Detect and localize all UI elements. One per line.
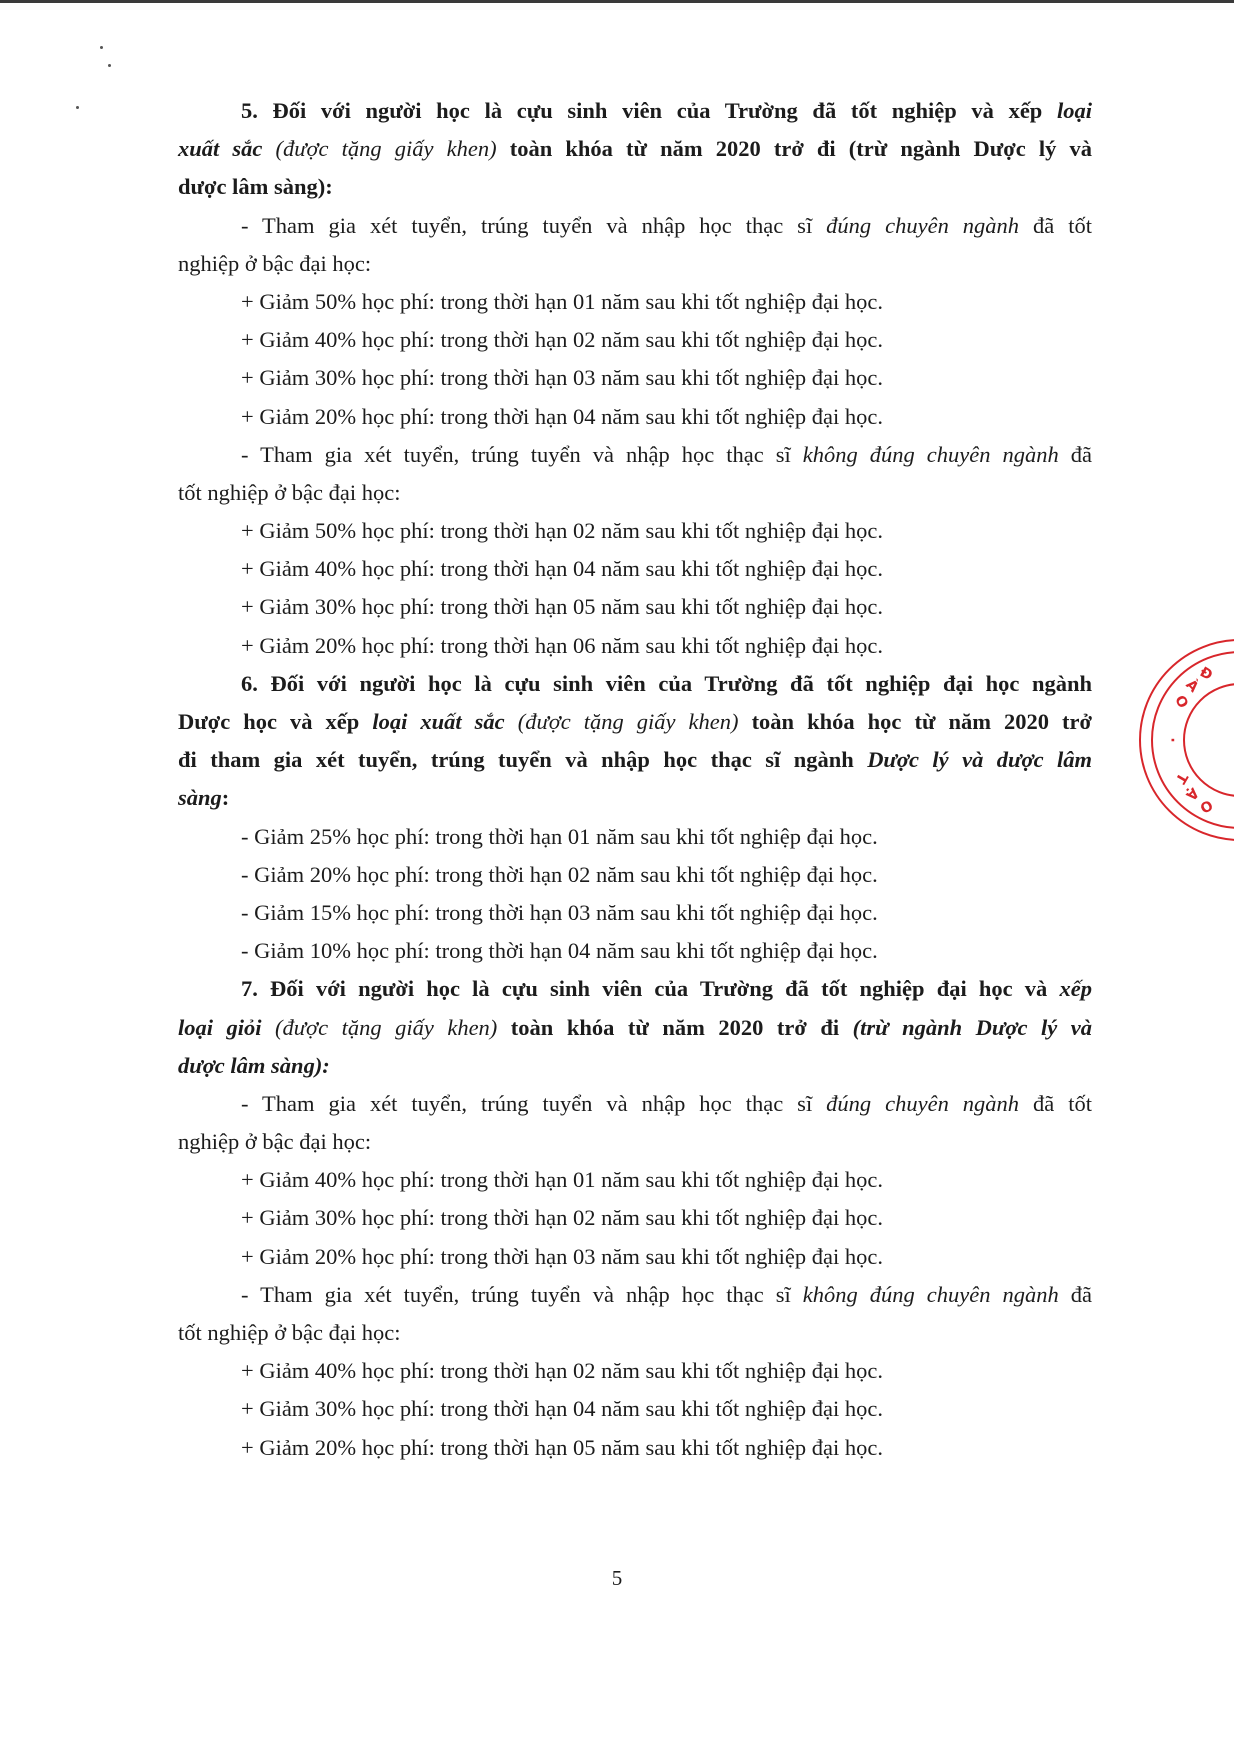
text-line bbox=[178, 1047, 1092, 1085]
text-segment: - Giảm 15% học phí: trong thời hạn 03 năm sau khi tốt nghiệp đại học. bbox=[241, 899, 878, 925]
text-segment: : bbox=[221, 785, 230, 811]
text-line bbox=[178, 1085, 1092, 1123]
text-segment: - Giảm 20% học phí: trong thời hạn 02 năm sau khi tốt nghiệp đại học. bbox=[241, 861, 878, 887]
text-line bbox=[178, 741, 1092, 779]
text-segment: + Giảm 40% học phí: trong thời hạn 02 năm sau khi tốt nghiệp đại học. bbox=[241, 327, 883, 353]
text-segment: loại giỏi bbox=[178, 1014, 262, 1040]
text-segment: xếp bbox=[1059, 976, 1092, 1002]
text-segment: toàn khóa từ năm 2020 trở đi bbox=[497, 1014, 853, 1040]
text-line bbox=[178, 130, 1092, 168]
text-segment: nghiệp ở bậc đại học: bbox=[178, 250, 372, 276]
text-segment: nghiệp ở bậc đại học: bbox=[178, 1129, 372, 1155]
text-line bbox=[178, 550, 1092, 588]
text-segment: tốt nghiệp ở bậc đại học: bbox=[178, 1320, 401, 1345]
red-seal-stamp bbox=[1120, 630, 1234, 850]
text-segment: + Giảm 20% học phí: trong thời hạn 05 năm sau khi tốt nghiệp đại học. bbox=[241, 1434, 883, 1460]
text-line bbox=[178, 856, 1092, 894]
text-line bbox=[178, 512, 1092, 550]
text-line bbox=[178, 398, 1092, 436]
text-segment: + Giảm 30% học phí: trong thời hạn 03 năm sau khi tốt nghiệp đại học. bbox=[241, 365, 883, 391]
text-segment: đi tham gia xét tuyển, trúng tuyển và nhập học thạc sĩ ngành bbox=[178, 747, 868, 773]
text-segment: + Giảm 30% học phí: trong thời hạn 02 năm sau khi tốt nghiệp đại học. bbox=[241, 1205, 883, 1231]
text-segment: + Giảm 20% học phí: trong thời hạn 03 năm sau khi tốt nghiệp đại học. bbox=[241, 1243, 883, 1269]
text-line bbox=[178, 1314, 1092, 1352]
text-segment: - Giảm 25% học phí: trong thời hạn 01 năm sau khi tốt nghiệp đại học. bbox=[241, 823, 878, 849]
text-segment: dược lâm sàng): bbox=[178, 1052, 330, 1078]
text-line bbox=[178, 588, 1092, 626]
text-segment: loại xuất sắc bbox=[372, 709, 505, 734]
text-line bbox=[178, 1199, 1092, 1237]
text-line bbox=[178, 436, 1092, 474]
text-segment: đúng chuyên ngành bbox=[826, 1090, 1020, 1116]
stamp-letter: O bbox=[1196, 795, 1216, 816]
text-segment: (được tặng giấy khen) bbox=[261, 1014, 498, 1040]
text-segment: (được tặng giấy khen) bbox=[262, 136, 497, 162]
text-segment: + Giảm 40% học phí: trong thời hạn 01 năm sau khi tốt nghiệp đại học. bbox=[241, 1167, 883, 1193]
text-segment: (trừ ngành Dược lý và bbox=[852, 1014, 1092, 1040]
text-segment: sàng bbox=[178, 785, 222, 811]
text-segment: + Giảm 50% học phí: trong thời hạn 02 năm sau khi tốt nghiệp đại học. bbox=[241, 518, 883, 544]
text-segment: đã tốt bbox=[1019, 1090, 1092, 1116]
text-segment: (được tặng giấy khen) bbox=[504, 709, 739, 734]
text-segment: + Giảm 20% học phí: trong thời hạn 04 năm sau khi tốt nghiệp đại học. bbox=[241, 403, 883, 429]
text-line bbox=[178, 283, 1092, 321]
text-line bbox=[178, 359, 1092, 397]
text-line bbox=[178, 1161, 1092, 1199]
text-line bbox=[178, 207, 1092, 245]
stamp-letter: Ạ bbox=[1182, 784, 1202, 804]
scan-speck bbox=[108, 64, 111, 67]
text-segment: đã bbox=[1058, 441, 1092, 467]
text-segment: - Giảm 10% học phí: trong thời hạn 04 năm sau khi tốt nghiệp đại học. bbox=[241, 938, 878, 964]
text-line bbox=[178, 665, 1092, 703]
text-line bbox=[178, 932, 1092, 970]
text-segment: - Tham gia xét tuyển, trúng tuyển và nhập học thạc sĩ bbox=[241, 1090, 827, 1116]
stamp-letter: O bbox=[1171, 692, 1191, 712]
text-line bbox=[178, 818, 1092, 856]
text-line bbox=[178, 321, 1092, 359]
text-line bbox=[178, 1009, 1092, 1047]
text-segment: + Giảm 40% học phí: trong thời hạn 04 năm sau khi tốt nghiệp đại học. bbox=[241, 556, 883, 582]
text-segment: tốt nghiệp ở bậc đại học: bbox=[178, 479, 401, 505]
text-segment: toàn khóa từ năm 2020 trở đi (trừ ngành Dược lý và bbox=[496, 136, 1092, 162]
text-line bbox=[178, 92, 1092, 130]
text-segment: toàn khóa học từ năm 2020 trở bbox=[738, 709, 1092, 734]
stamp-letter: À bbox=[1182, 676, 1202, 696]
text-segment: - Tham gia xét tuyển, trúng tuyển và nhập học thạc sĩ bbox=[241, 1281, 803, 1307]
text-segment: + Giảm 40% học phí: trong thời hạn 02 năm sau khi tốt nghiệp đại học. bbox=[241, 1358, 883, 1384]
text-segment: không đúng chuyên ngành bbox=[802, 441, 1059, 467]
text-segment: - Tham gia xét tuyển, trúng tuyển và nhập học thạc sĩ bbox=[241, 212, 827, 238]
text-line bbox=[178, 1390, 1092, 1428]
stamp-letter: · bbox=[1164, 737, 1180, 743]
text-line bbox=[178, 1429, 1092, 1467]
stamp-letter: T bbox=[1171, 769, 1191, 787]
text-segment: 7. Đối với người học là cựu sinh viên của Trường đã tốt nghiệp đại học và bbox=[241, 976, 1060, 1002]
stamp-letter: Đ bbox=[1196, 664, 1216, 684]
scan-speck bbox=[76, 106, 79, 109]
page-number: 5 bbox=[611, 1566, 623, 1590]
text-segment: Dược học và xếp bbox=[178, 709, 373, 734]
text-segment: đúng chuyên ngành bbox=[826, 212, 1020, 238]
text-line bbox=[178, 894, 1092, 932]
text-line bbox=[178, 245, 1092, 283]
text-segment: xuất sắc bbox=[178, 136, 263, 162]
text-segment: + Giảm 30% học phí: trong thời hạn 05 năm sau khi tốt nghiệp đại học. bbox=[241, 594, 883, 620]
text-segment: + Giảm 50% học phí: trong thời hạn 01 năm sau khi tốt nghiệp đại học. bbox=[241, 288, 883, 314]
text-segment: Dược lý và dược lâm bbox=[867, 747, 1093, 773]
document-body bbox=[178, 92, 1092, 1467]
text-line bbox=[178, 1123, 1092, 1161]
text-line bbox=[178, 474, 1092, 512]
text-line bbox=[178, 168, 1092, 206]
text-line bbox=[178, 627, 1092, 665]
scan-speck bbox=[100, 46, 103, 49]
text-segment: 5. Đối với người học là cựu sinh viên của Trường đã tốt nghiệp và xếp bbox=[241, 98, 1057, 123]
text-segment: - Tham gia xét tuyển, trúng tuyển và nhập học thạc sĩ bbox=[241, 441, 803, 467]
text-segment: loại bbox=[1056, 98, 1092, 123]
text-line bbox=[178, 970, 1092, 1008]
text-segment: không đúng chuyên ngành bbox=[802, 1281, 1059, 1307]
text-segment: dược lâm sàng): bbox=[178, 174, 333, 200]
text-line bbox=[178, 779, 1092, 817]
scan-top-edge bbox=[0, 0, 1234, 3]
text-line bbox=[178, 1276, 1092, 1314]
text-line bbox=[178, 1238, 1092, 1276]
text-segment: đã tốt bbox=[1019, 212, 1092, 238]
text-segment: + Giảm 30% học phí: trong thời hạn 04 năm sau khi tốt nghiệp đại học. bbox=[241, 1396, 883, 1422]
text-segment: 6. Đối với người học là cựu sinh viên của Trường đã tốt nghiệp đại học ngành bbox=[241, 670, 1092, 696]
text-segment: + Giảm 20% học phí: trong thời hạn 06 năm sau khi tốt nghiệp đại học. bbox=[241, 632, 883, 658]
text-line bbox=[178, 1352, 1092, 1390]
text-segment: đã bbox=[1058, 1281, 1092, 1307]
text-line bbox=[178, 703, 1092, 741]
